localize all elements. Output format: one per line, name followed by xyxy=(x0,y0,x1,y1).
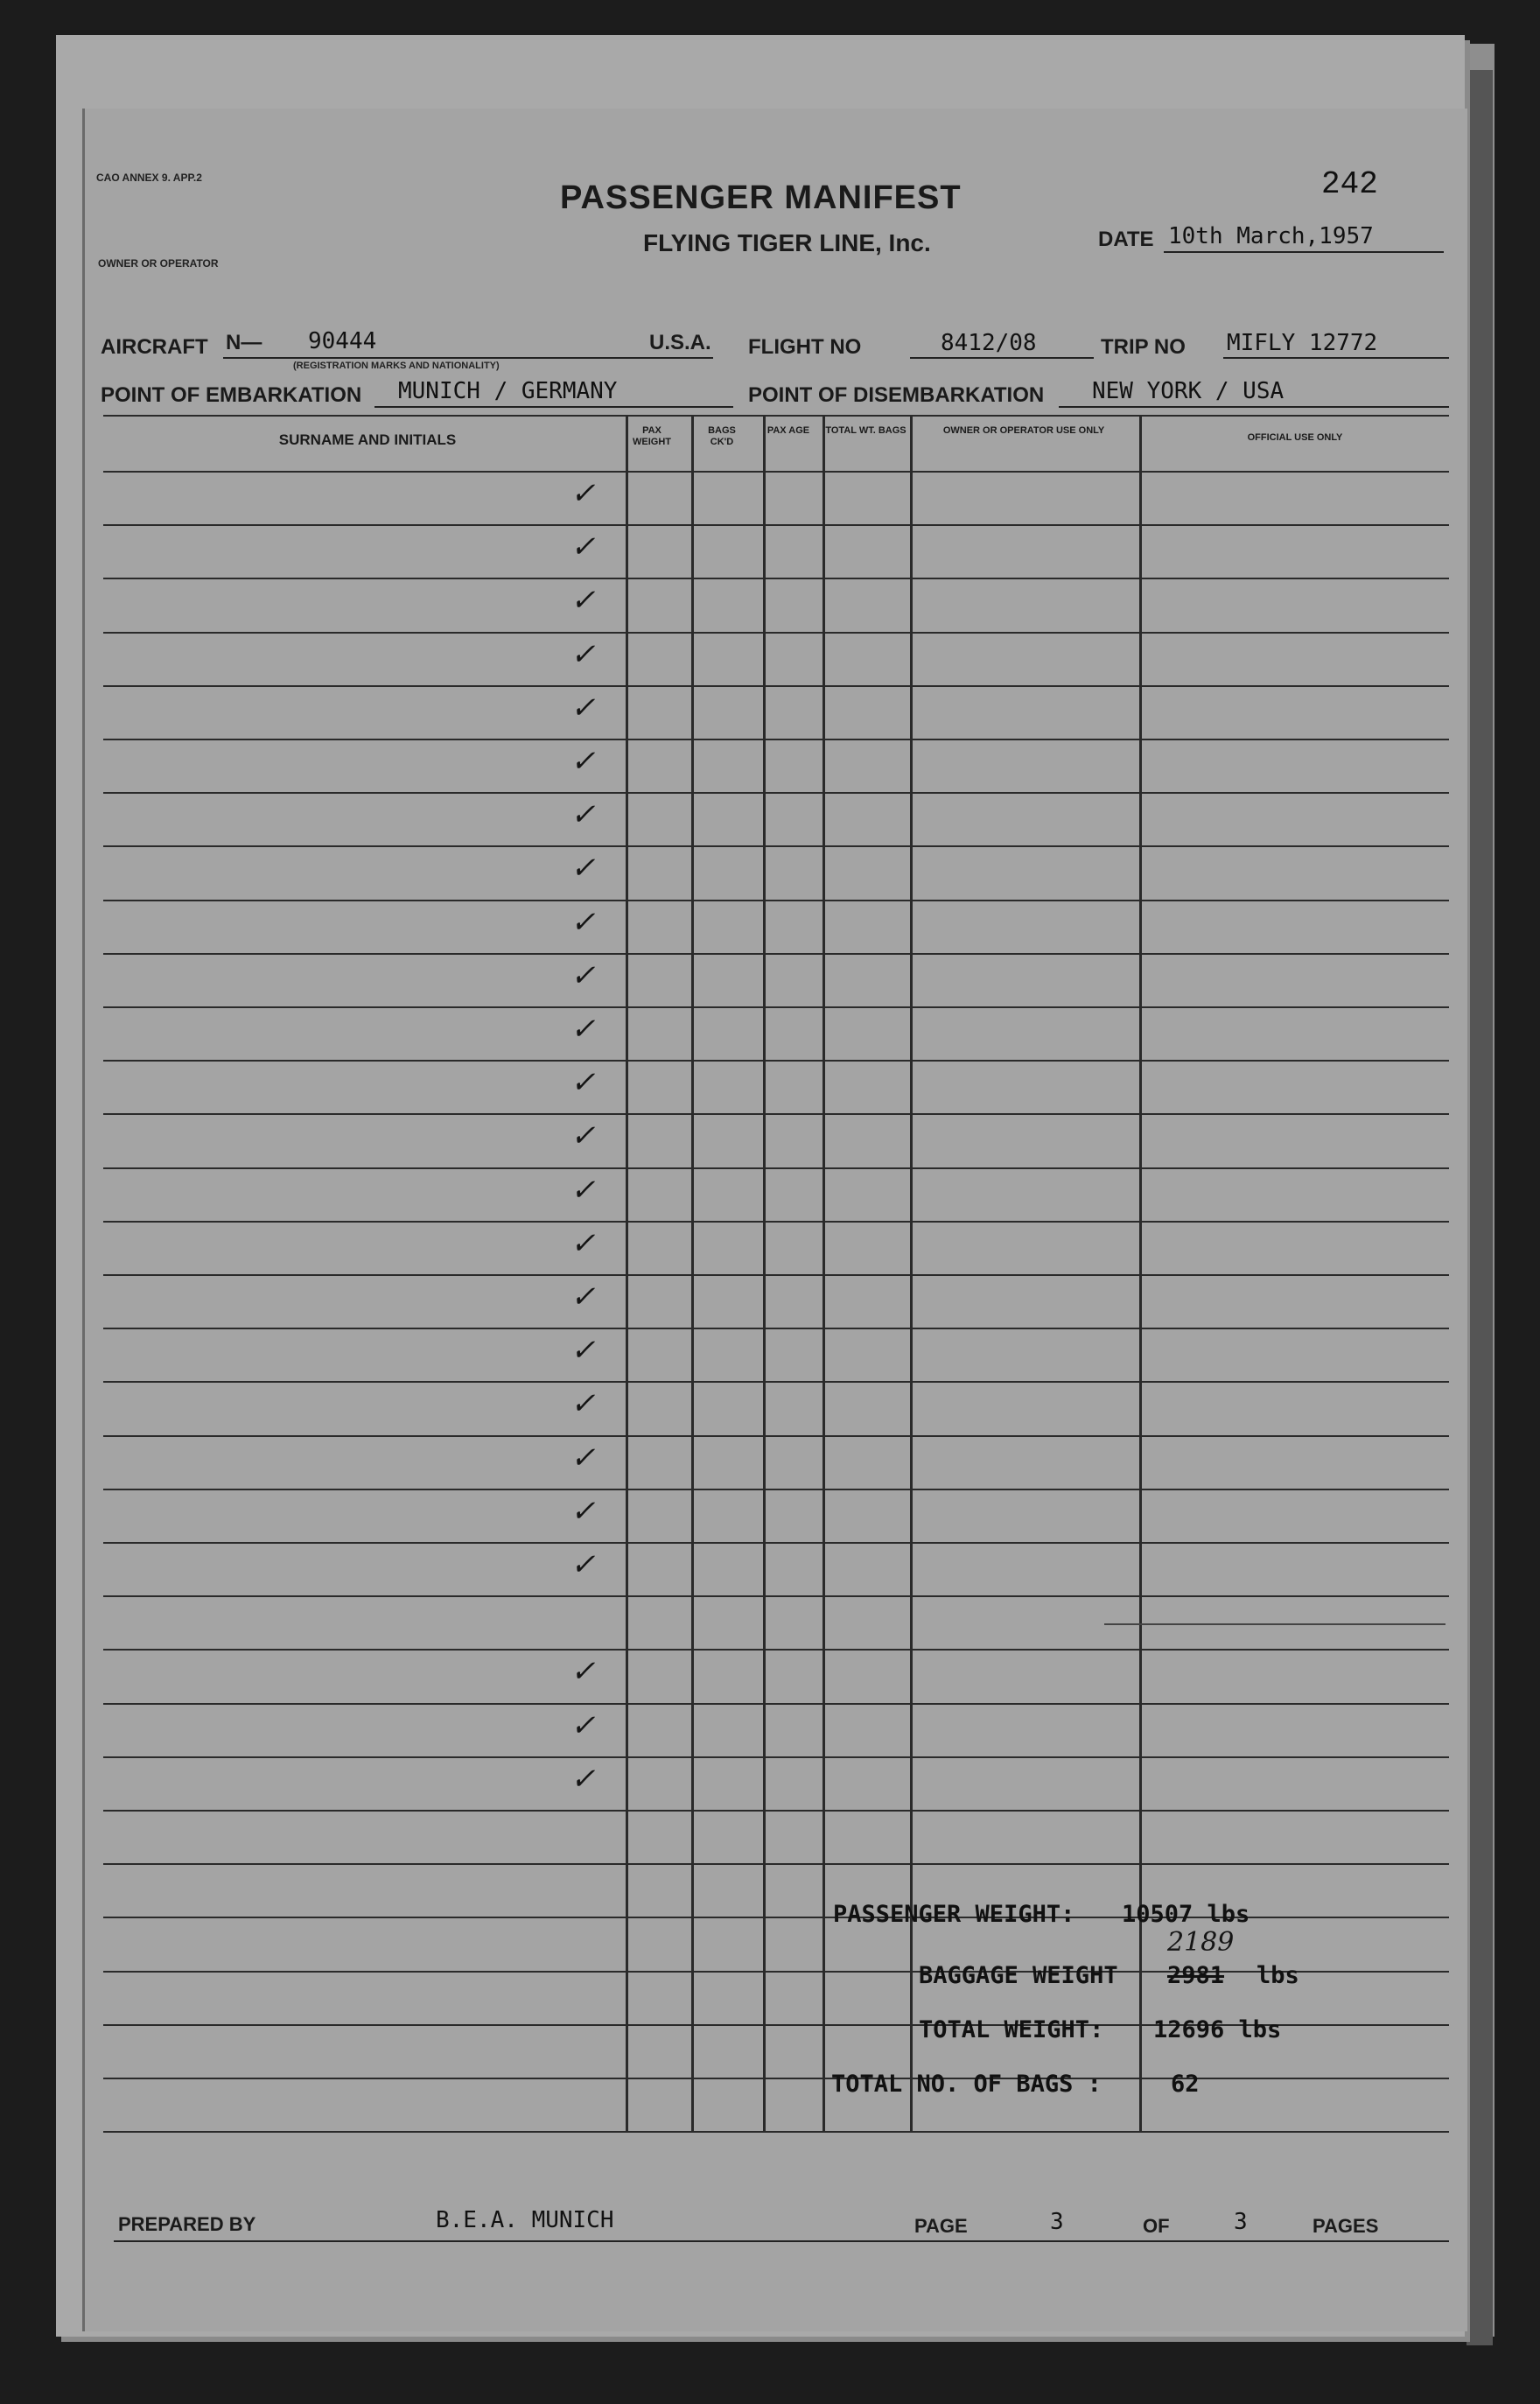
date-value: 10th March,1957 xyxy=(1168,223,1374,249)
check-mark: ✓ xyxy=(570,1547,596,1582)
row-rule xyxy=(103,1274,1449,1276)
row-rule xyxy=(103,524,1449,526)
of-label: OF xyxy=(1143,2215,1170,2237)
row-rule xyxy=(103,1381,1449,1383)
row-rule xyxy=(103,1060,1449,1062)
disembarkation-label: POINT OF DISEMBARKATION xyxy=(748,383,1045,407)
check-mark: ✓ xyxy=(570,529,596,565)
check-mark: ✓ xyxy=(570,744,596,779)
date-underline xyxy=(1164,251,1444,253)
row-rule xyxy=(103,792,1449,794)
document-title: PASSENGER MANIFEST xyxy=(560,179,962,216)
form-reference: CAO ANNEX 9. APP.2 xyxy=(96,172,202,184)
column-rule xyxy=(626,415,628,2131)
carrier-name: FLYING TIGER LINE, Inc. xyxy=(643,229,931,256)
check-mark: ✓ xyxy=(570,904,596,940)
check-mark: ✓ xyxy=(570,851,596,887)
embarkation-label: POINT OF EMBARKATION xyxy=(101,383,362,407)
row-rule xyxy=(103,1328,1449,1329)
baggage-weight-correction: 2189 xyxy=(1167,1927,1235,1958)
col-pax-weight: PAX WEIGHT xyxy=(633,425,671,448)
check-mark: ✓ xyxy=(570,583,596,619)
date-label: DATE xyxy=(1098,228,1154,251)
column-rule xyxy=(1139,415,1142,2131)
row-rule xyxy=(103,1863,1449,1865)
check-mark: ✓ xyxy=(570,1386,596,1422)
page-stamp-number: 242 xyxy=(1321,166,1378,202)
col-total-wt-bags: TOTAL WT. BAGS xyxy=(825,425,906,436)
column-rule xyxy=(910,415,913,2131)
flight-label: FLIGHT NO xyxy=(748,335,862,359)
col-official-use: OFFICIAL USE ONLY xyxy=(1247,432,1343,443)
total-weight-label: TOTAL WEIGHT: xyxy=(919,2016,1104,2043)
column-rule xyxy=(691,415,694,2131)
trip-underline xyxy=(1223,357,1449,359)
row-rule xyxy=(103,1703,1449,1705)
passenger-weight-label: PASSENGER WEIGHT: xyxy=(833,1901,1075,1928)
row-rule xyxy=(103,1435,1449,1437)
flight-underline xyxy=(910,357,1094,359)
trip-number: MIFLY 12772 xyxy=(1227,330,1378,356)
baggage-weight-unit: lbs xyxy=(1256,1962,1299,1989)
row-rule xyxy=(103,685,1449,687)
sheet-edge xyxy=(1466,70,1493,2345)
aircraft-prefix: N— xyxy=(226,331,262,354)
row-rule xyxy=(103,2131,1449,2133)
check-mark: ✓ xyxy=(570,1654,596,1690)
nationality: U.S.A. xyxy=(649,331,711,354)
row-rule xyxy=(103,900,1449,901)
check-mark: ✓ xyxy=(570,1279,596,1314)
col-pax-age: PAX AGE xyxy=(766,425,810,436)
column-rule xyxy=(822,415,825,2131)
row-rule xyxy=(103,1810,1449,1812)
row-rule xyxy=(103,1649,1449,1651)
check-mark: ✓ xyxy=(570,1012,596,1047)
disembarkation-underline xyxy=(1059,406,1449,408)
disembarkation-value: NEW YORK / USA xyxy=(1092,378,1284,404)
check-mark: ✓ xyxy=(570,1333,596,1369)
row-rule xyxy=(103,471,1449,473)
check-mark: ✓ xyxy=(570,636,596,672)
check-mark: ✓ xyxy=(570,1707,596,1743)
row-rule xyxy=(103,578,1449,579)
check-mark: ✓ xyxy=(570,1493,596,1529)
prepared-by-label: PREPARED BY xyxy=(118,2213,256,2235)
footer-underline xyxy=(114,2240,1449,2242)
check-mark: ✓ xyxy=(570,476,596,511)
column-rule xyxy=(763,415,766,2131)
owner-operator-label: OWNER OR OPERATOR xyxy=(98,257,219,270)
row-rule xyxy=(103,1595,1449,1597)
baggage-weight-label: BAGGAGE WEIGHT xyxy=(919,1962,1118,1989)
row-rule xyxy=(103,953,1449,955)
table-top-rule xyxy=(103,415,1449,417)
row-rule xyxy=(103,1221,1449,1223)
col-owner-use: OWNER OR OPERATOR USE ONLY xyxy=(942,425,1105,436)
check-mark: ✓ xyxy=(570,1761,596,1797)
registration-note: (REGISTRATION MARKS AND NATIONALITY) xyxy=(293,361,500,371)
row-rule xyxy=(103,845,1449,847)
pages-label: PAGES xyxy=(1312,2215,1379,2237)
row-rule xyxy=(103,1971,1449,1973)
check-mark: ✓ xyxy=(570,1172,596,1208)
check-mark: ✓ xyxy=(570,957,596,993)
row-rule xyxy=(103,1542,1449,1544)
total-bags-value: 62 xyxy=(1171,2071,1200,2098)
prepared-by-value: B.E.A. MUNICH xyxy=(436,2207,614,2233)
page-label: PAGE xyxy=(914,2215,968,2237)
row-rule xyxy=(103,1756,1449,1758)
passenger-weight-value: 10507 lbs xyxy=(1122,1901,1250,1928)
check-mark: ✓ xyxy=(570,797,596,833)
embarkation-underline xyxy=(374,406,733,408)
row-rule xyxy=(103,1113,1449,1115)
check-mark: ✓ xyxy=(570,1440,596,1475)
check-mark: ✓ xyxy=(570,1225,596,1261)
row-rule xyxy=(103,739,1449,740)
col-bags-ckd: BAGS CK'D xyxy=(708,425,736,448)
embarkation-value: MUNICH / GERMANY xyxy=(398,378,618,404)
check-mark: ✓ xyxy=(570,1118,596,1154)
baggage-weight-struck: 2981 xyxy=(1167,1962,1225,1989)
row-rule xyxy=(103,1006,1449,1008)
flight-number: 8412/08 xyxy=(941,330,1037,356)
row-rule xyxy=(103,2078,1449,2079)
total-weight-value: 12696 lbs xyxy=(1153,2016,1282,2043)
aircraft-label: AIRCRAFT xyxy=(101,335,208,359)
row-rule xyxy=(103,1167,1449,1169)
col-surname: SURNAME AND INITIALS xyxy=(278,431,457,448)
cancelled-line xyxy=(1104,1623,1446,1625)
aircraft-underline xyxy=(223,357,713,359)
total-bags-label: TOTAL NO. OF BAGS : xyxy=(831,2071,1102,2098)
row-rule xyxy=(103,1489,1449,1490)
page-value: 3 xyxy=(1050,2209,1064,2235)
row-rule xyxy=(103,632,1449,634)
check-mark: ✓ xyxy=(570,690,596,725)
of-value: 3 xyxy=(1234,2209,1248,2235)
check-mark: ✓ xyxy=(570,1065,596,1101)
aircraft-number: 90444 xyxy=(308,328,377,354)
trip-label: TRIP NO xyxy=(1101,335,1186,359)
